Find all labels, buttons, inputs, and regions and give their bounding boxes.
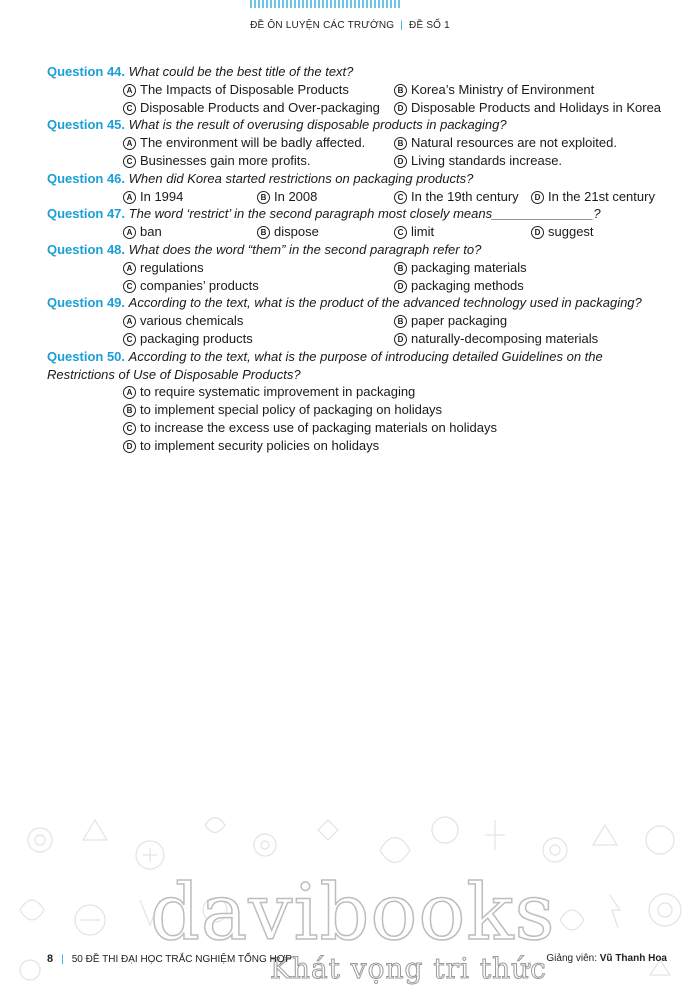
option-letter: B <box>123 404 136 417</box>
option-letter: C <box>123 333 136 346</box>
option-letter: C <box>123 280 136 293</box>
option-d[interactable] <box>394 99 661 117</box>
option-letter: A <box>123 315 136 328</box>
question-text: According to the text, what is the product of the advanced technology used in packaging? <box>128 295 642 311</box>
option-d[interactable] <box>394 330 598 348</box>
option-text: ban <box>140 224 162 240</box>
question-46 <box>47 170 672 188</box>
option-c[interactable] <box>394 223 434 241</box>
option-letter: B <box>394 137 407 150</box>
question-label: Question 48. <box>47 241 126 257</box>
options-row <box>47 330 672 348</box>
page-header <box>0 20 700 31</box>
option-letter: A <box>123 84 136 97</box>
option-a[interactable] <box>123 383 672 401</box>
options-row <box>47 134 672 152</box>
book-title: 50 ĐỀ THI ĐẠI HỌC TRẮC NGHIỆM TỔNG HỢP <box>71 954 293 965</box>
options-row <box>47 99 672 117</box>
options-list <box>47 383 672 454</box>
option-letter: D <box>394 333 407 346</box>
options-row <box>47 152 672 170</box>
question-label: Question 46. <box>47 170 126 186</box>
question-49 <box>47 294 672 312</box>
question-label: Question 47. <box>47 206 126 222</box>
header-right: ĐỀ SỐ 1 <box>409 20 450 31</box>
page-footer <box>47 953 667 965</box>
option-c[interactable] <box>123 152 311 170</box>
lecturer-credit <box>546 953 667 964</box>
option-letter: D <box>531 226 544 239</box>
options-row <box>47 188 672 206</box>
lecturer-name: Vũ Thanh Hoa <box>599 953 667 964</box>
option-text: In 2008 <box>274 188 318 204</box>
option-b[interactable] <box>123 401 672 419</box>
option-text: Korea’s Ministry of Environment <box>411 81 595 97</box>
options-row <box>47 223 672 241</box>
option-b[interactable] <box>394 81 594 99</box>
option-d[interactable] <box>394 152 562 170</box>
option-letter: D <box>123 440 136 453</box>
option-b[interactable] <box>394 312 507 330</box>
option-text: limit <box>411 224 435 240</box>
question-text: What is the result of overusing disposable products in packaging? <box>128 117 507 133</box>
option-letter: C <box>394 226 407 239</box>
question-label: Question 50. <box>47 348 126 364</box>
option-text: Natural resources are not exploited. <box>411 135 617 151</box>
option-text: The Impacts of Disposable Products <box>140 81 349 97</box>
options-row <box>47 277 672 295</box>
question-text: The word ‘restrict’ in the second paragraph most closely means______________? <box>128 206 601 222</box>
option-letter: A <box>123 137 136 150</box>
watermark-slogan: Khát vọng tri thức <box>270 952 547 985</box>
option-text: dispose <box>274 224 319 240</box>
option-text: naturally-decomposing materials <box>411 330 599 346</box>
options-row <box>47 81 672 99</box>
option-a[interactable] <box>123 312 243 330</box>
option-text: packaging materials <box>411 259 527 275</box>
option-d[interactable] <box>531 188 655 206</box>
option-text: regulations <box>140 259 204 275</box>
option-text: companies’ products <box>140 277 259 293</box>
option-letter: D <box>394 280 407 293</box>
question-44 <box>47 63 672 81</box>
option-a[interactable] <box>123 81 349 99</box>
question-text: What does the word “them” in the second paragraph refer to? <box>128 241 482 257</box>
question-text: What could be the best title of the text? <box>128 64 354 79</box>
option-text: to increase the excess use of packaging materials on holidays <box>140 419 497 435</box>
option-text: packaging products <box>140 330 253 346</box>
option-text: Businesses gain more profits. <box>140 152 311 168</box>
option-text: The environment will be badly affected. <box>140 135 366 151</box>
option-text: In the 19th century <box>411 188 519 204</box>
option-text: Living standards increase. <box>411 152 563 168</box>
option-letter: A <box>123 262 136 275</box>
option-a[interactable] <box>123 259 204 277</box>
option-letter: C <box>394 191 407 204</box>
option-text: packaging methods <box>411 277 524 293</box>
question-label: Question 45. <box>47 117 126 133</box>
option-letter: B <box>257 191 270 204</box>
header-stripes <box>250 0 402 8</box>
option-a[interactable] <box>123 188 183 206</box>
option-letter: D <box>394 102 407 115</box>
question-48 <box>47 241 672 259</box>
options-row <box>47 312 672 330</box>
option-letter: D <box>394 155 407 168</box>
option-letter: A <box>123 386 136 399</box>
option-text: In 1994 <box>140 188 184 204</box>
option-text: Disposable Products and Holidays in Korea <box>411 99 662 115</box>
option-c[interactable] <box>394 188 519 206</box>
option-letter: B <box>257 226 270 239</box>
question-list <box>47 63 672 455</box>
option-letter: D <box>531 191 544 204</box>
question-45 <box>47 116 672 134</box>
option-d[interactable] <box>394 277 524 295</box>
option-b[interactable] <box>394 134 617 152</box>
option-text: to require systematic improvement in packaging <box>140 384 416 400</box>
option-letter: B <box>394 262 407 275</box>
option-letter: B <box>394 84 407 97</box>
option-b[interactable] <box>257 223 319 241</box>
option-letter: C <box>123 422 136 435</box>
question-text: When did Korea started restrictions on packaging products? <box>128 170 474 186</box>
question-text: According to the text, what is the purpose of introducing detailed Guidelines on the Restrictions of Use of Disposable Products? <box>47 348 603 382</box>
question-47 <box>47 205 672 223</box>
question-label: Question 49. <box>47 295 126 311</box>
lecturer-label: Giảng viên: <box>546 953 597 964</box>
option-c[interactable] <box>123 99 380 117</box>
option-letter: A <box>123 226 136 239</box>
question-label: Question 44. <box>47 64 126 79</box>
option-text: suggest <box>548 224 594 240</box>
option-a[interactable] <box>123 223 162 241</box>
option-letter: C <box>123 102 136 115</box>
option-d[interactable] <box>123 437 672 455</box>
option-letter: A <box>123 191 136 204</box>
option-c[interactable] <box>123 330 253 348</box>
header-separator: | <box>400 20 404 31</box>
option-b[interactable] <box>257 188 317 206</box>
option-text: Disposable Products and Over-packaging <box>140 99 380 115</box>
option-c[interactable] <box>123 419 672 437</box>
option-text: to implement special policy of packaging on holidays <box>140 402 443 418</box>
footer-separator: | <box>61 954 64 965</box>
option-text: In the 21st century <box>548 188 655 204</box>
option-a[interactable] <box>123 134 365 152</box>
option-text: various chemicals <box>140 313 244 329</box>
option-b[interactable] <box>394 259 527 277</box>
page-number: 8 <box>47 953 54 965</box>
options-row <box>47 259 672 277</box>
option-letter: B <box>394 315 407 328</box>
option-d[interactable] <box>531 223 594 241</box>
watermark-brand: davibooks <box>150 868 556 958</box>
option-c[interactable] <box>123 277 259 295</box>
question-50 <box>47 348 672 384</box>
option-text: to implement security policies on holidays <box>140 437 380 453</box>
option-letter: C <box>123 155 136 168</box>
option-text: paper packaging <box>411 313 508 329</box>
header-left: ĐỀ ÔN LUYỆN CÁC TRƯỜNG <box>250 20 395 31</box>
